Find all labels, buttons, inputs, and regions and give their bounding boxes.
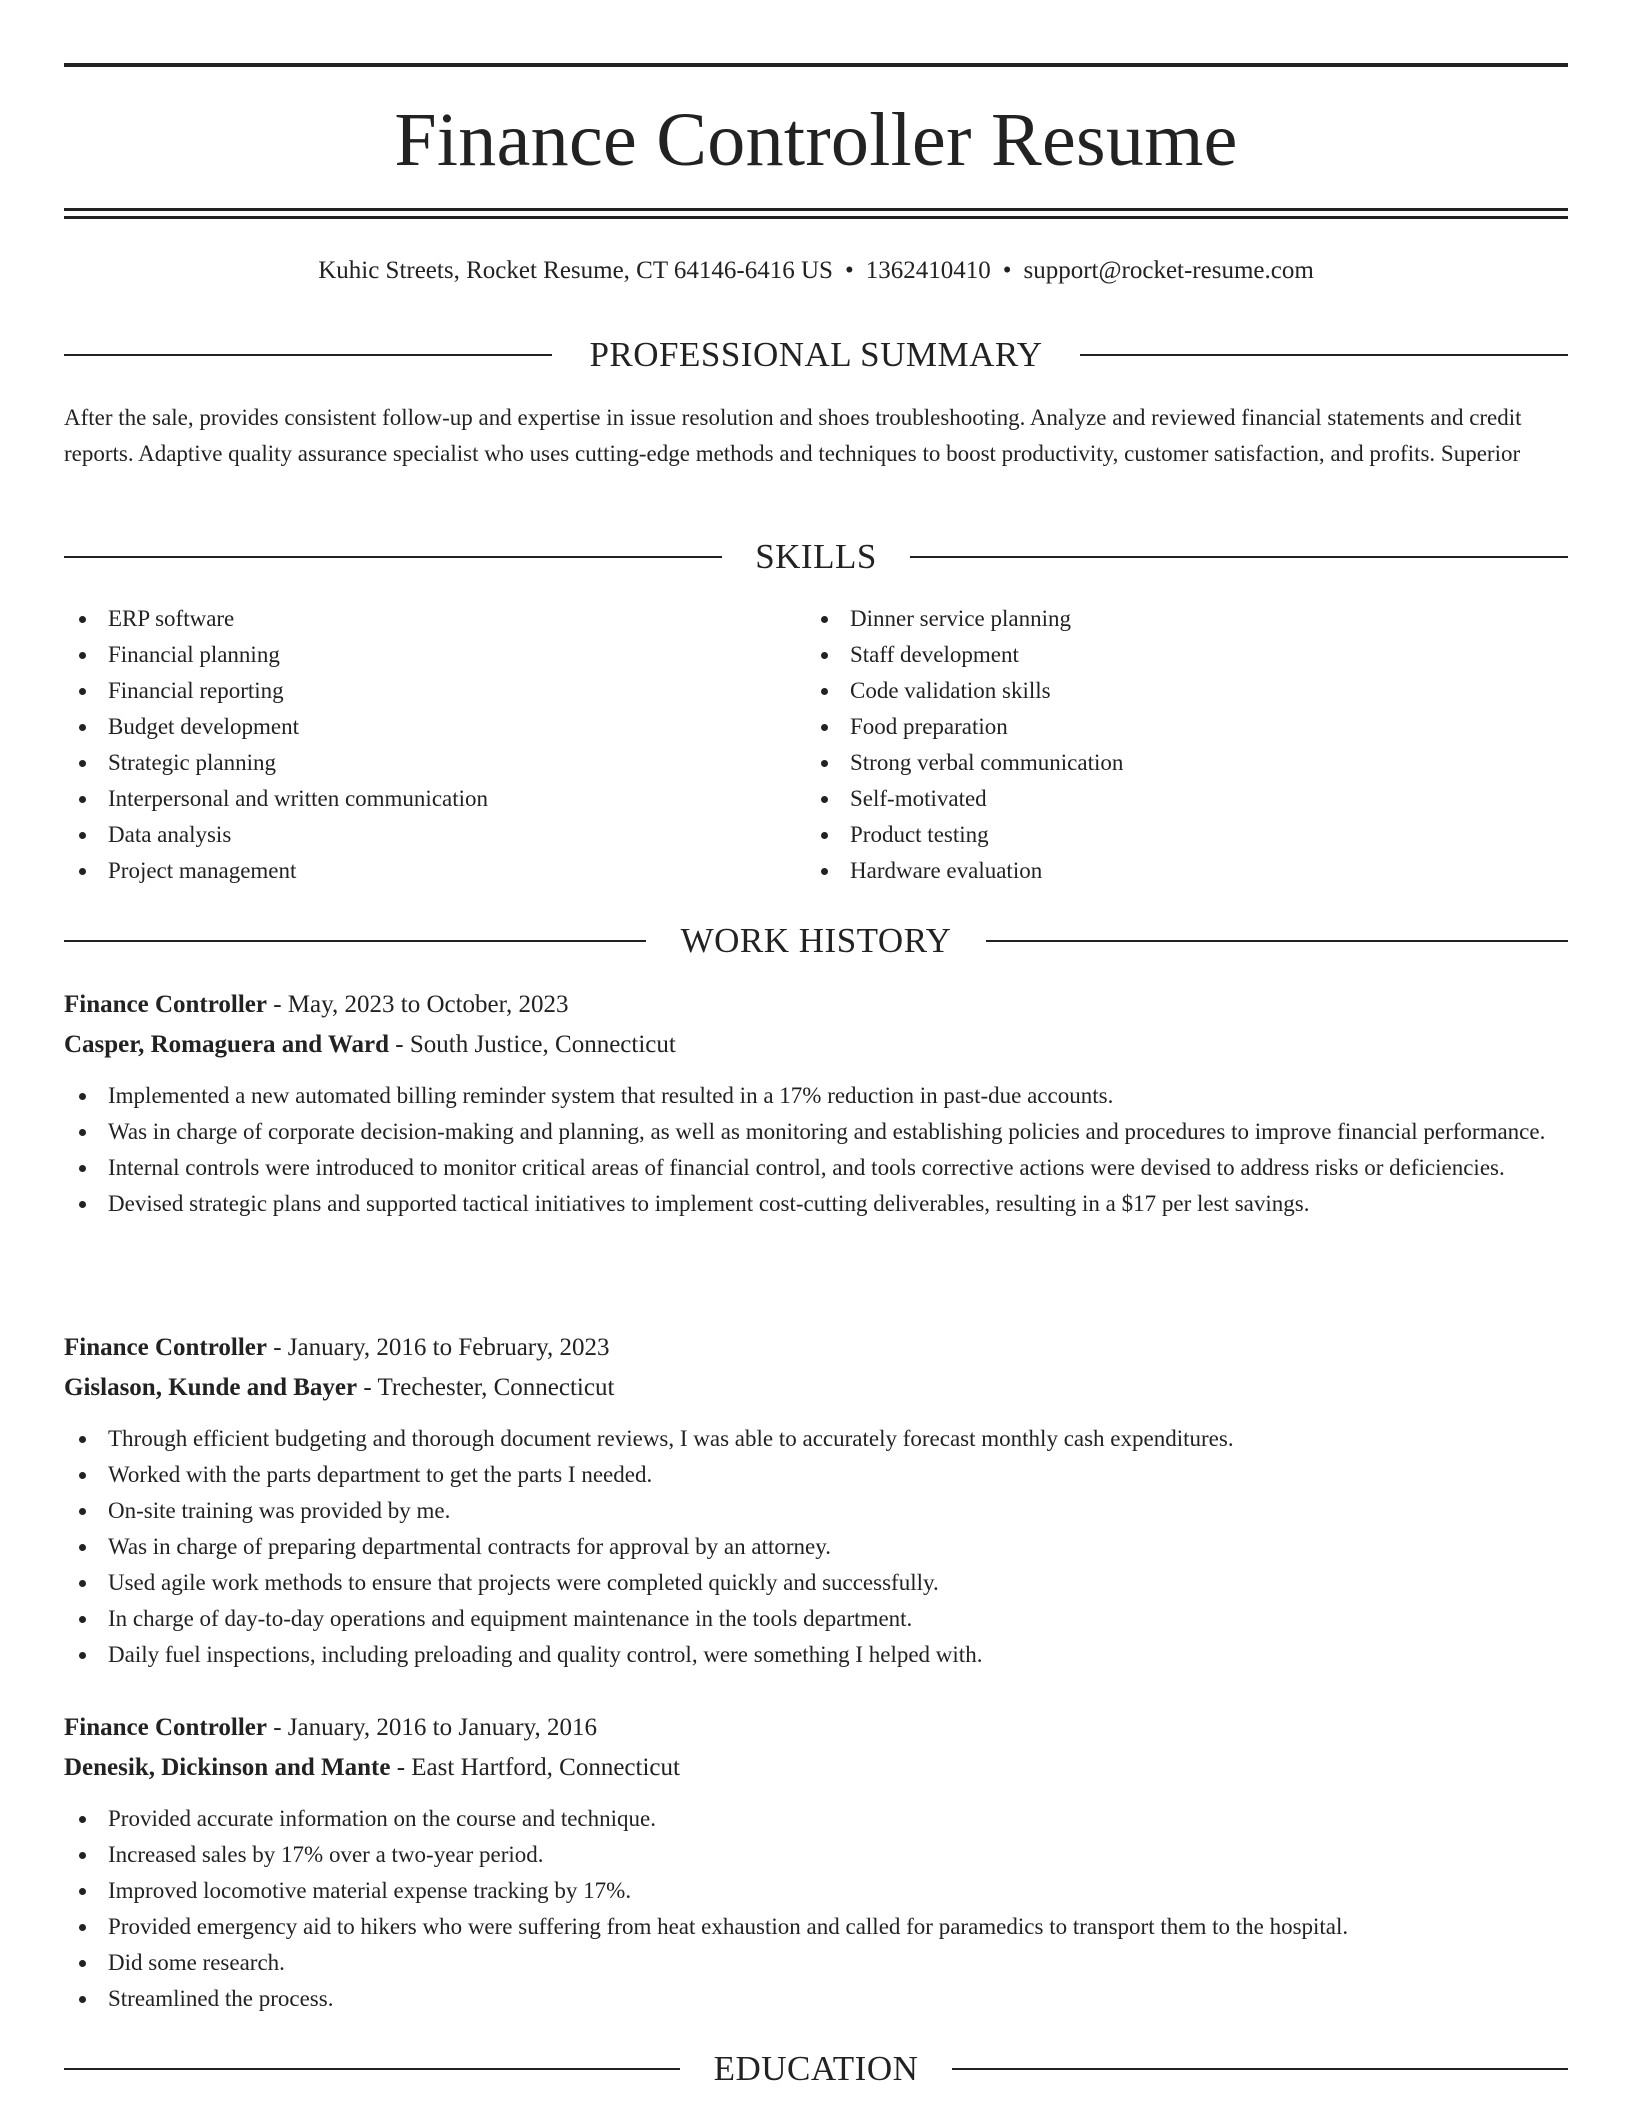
resume-title: Finance Controller Resume bbox=[394, 98, 1238, 182]
job-company: Casper, Romaguera and Ward bbox=[64, 1031, 390, 1058]
job-company-line bbox=[64, 1368, 1568, 1408]
skill-item: Self-motivated bbox=[806, 781, 1546, 817]
job-title-line bbox=[64, 1328, 1568, 1368]
skill-item: Interpersonal and written communication bbox=[64, 781, 804, 817]
contact-separator: • bbox=[1002, 257, 1012, 284]
skill-item: Hardware evaluation bbox=[806, 853, 1546, 889]
job-title-line bbox=[64, 1708, 1568, 1748]
job-company-line bbox=[64, 1748, 1568, 1788]
job-duty-item: Did some research. bbox=[64, 1945, 1568, 1981]
job-duty-item: Worked with the parts department to get the parts I needed. bbox=[64, 1457, 1568, 1493]
skill-item: Food preparation bbox=[806, 709, 1546, 745]
job-duty-item: Devised strategic plans and supported tactical initiatives to implement cost-cutting deliverables, resulting in a $17 per lest savings. bbox=[64, 1186, 1568, 1222]
job-company: Gislason, Kunde and Bayer bbox=[64, 1374, 358, 1401]
job-company-line bbox=[64, 1025, 1568, 1065]
job-location: - East Hartford, Connecticut bbox=[390, 1754, 680, 1781]
heading-rule-right bbox=[986, 940, 1568, 942]
skill-item: Strategic planning bbox=[64, 745, 804, 781]
job-duty-item: Was in charge of preparing departmental contracts for approval by an attorney. bbox=[64, 1529, 1568, 1565]
title-rule-upper bbox=[64, 208, 1568, 211]
skills-list-right bbox=[806, 601, 1546, 889]
job-duty-item: Was in charge of corporate decision-making and planning, as well as monitoring and establishing policies and procedures to improve financial performance. bbox=[64, 1114, 1568, 1150]
contact-separator: • bbox=[844, 257, 854, 284]
skill-item: Financial reporting bbox=[64, 673, 804, 709]
job-location: - Trechester, Connecticut bbox=[357, 1374, 615, 1401]
section-heading-work bbox=[64, 919, 1568, 963]
job-duty-item: Improved locomotive material expense tracking by 17%. bbox=[64, 1873, 1568, 1909]
job-entry bbox=[64, 985, 1568, 1222]
job-dates: - January, 2016 to February, 2023 bbox=[266, 1334, 610, 1361]
section-title-summary: PROFESSIONAL SUMMARY bbox=[589, 335, 1043, 374]
section-heading-summary bbox=[64, 333, 1568, 377]
skill-item: Strong verbal communication bbox=[806, 745, 1546, 781]
job-duty-item: Used agile work methods to ensure that projects were completed quickly and successfully. bbox=[64, 1565, 1568, 1601]
job-duty-item: Internal controls were introduced to monitor critical areas of financial control, and tools corrective actions were devised to address risks or deficiencies. bbox=[64, 1150, 1568, 1186]
job-duties-list bbox=[64, 1801, 1568, 2017]
contact-line bbox=[64, 254, 1568, 288]
skills-list-left bbox=[64, 601, 804, 889]
section-heading-education bbox=[64, 2047, 1568, 2091]
section-title-education: EDUCATION bbox=[713, 2049, 919, 2088]
job-dates: - January, 2016 to January, 2016 bbox=[266, 1714, 598, 1741]
job-title: Finance Controller bbox=[64, 991, 267, 1018]
job-title: Finance Controller bbox=[64, 1714, 267, 1741]
job-location: - South Justice, Connecticut bbox=[389, 1031, 676, 1058]
job-dates: - May, 2023 to October, 2023 bbox=[266, 991, 569, 1018]
job-duties-list bbox=[64, 1421, 1568, 1673]
skill-item: ERP software bbox=[64, 601, 804, 637]
heading-rule-right bbox=[952, 2068, 1568, 2070]
job-duty-item: Implemented a new automated billing reminder system that resulted in a 17% reduction in past-due accounts. bbox=[64, 1078, 1568, 1114]
contact-address: Kuhic Streets, Rocket Resume, CT 64146-6416 US bbox=[318, 257, 833, 284]
top-rule bbox=[64, 63, 1568, 67]
job-entry bbox=[64, 1708, 1568, 2017]
job-entry bbox=[64, 1328, 1568, 1673]
job-duty-item: On-site training was provided by me. bbox=[64, 1493, 1568, 1529]
job-duty-item: In charge of day-to-day operations and equipment maintenance in the tools department. bbox=[64, 1601, 1568, 1637]
section-title-skills: SKILLS bbox=[755, 537, 877, 576]
summary-text: After the sale, provides consistent follow-up and expertise in issue resolution and shoes troubleshooting. Analyze and reviewed financial statements and credit reports. Adaptive quality assurance specialist who uses cutting-edge methods and techniques to boost productivity, customer satisfaction, and profits. Superior bbox=[64, 405, 1522, 466]
job-duty-item: Through efficient budgeting and thorough document reviews, I was able to accurately forecast monthly cash expenditures. bbox=[64, 1421, 1568, 1457]
heading-rule-right bbox=[910, 556, 1568, 558]
job-duty-item: Provided emergency aid to hikers who were suffering from heat exhaustion and called for paramedics to transport them to the hospital. bbox=[64, 1909, 1568, 1945]
contact-phone: 1362410410 bbox=[865, 257, 991, 284]
heading-rule-right bbox=[1080, 354, 1568, 356]
job-duties-list bbox=[64, 1078, 1568, 1222]
skill-item: Budget development bbox=[64, 709, 804, 745]
job-duty-item: Increased sales by 17% over a two-year period. bbox=[64, 1837, 1568, 1873]
job-title-line bbox=[64, 985, 1568, 1025]
contact-email: support@rocket-resume.com bbox=[1023, 257, 1314, 284]
skill-item: Financial planning bbox=[64, 637, 804, 673]
skill-item: Dinner service planning bbox=[806, 601, 1546, 637]
job-duty-item: Streamlined the process. bbox=[64, 1981, 1568, 2017]
job-duty-item: Daily fuel inspections, including preloading and quality control, were something I helped with. bbox=[64, 1637, 1568, 1673]
job-duty-item: Provided accurate information on the course and technique. bbox=[64, 1801, 1568, 1837]
skill-item: Project management bbox=[64, 853, 804, 889]
section-title-work: WORK HISTORY bbox=[680, 921, 952, 960]
skill-item: Product testing bbox=[806, 817, 1546, 853]
skill-item: Data analysis bbox=[64, 817, 804, 853]
section-heading-skills bbox=[64, 535, 1568, 579]
skill-item: Staff development bbox=[806, 637, 1546, 673]
title-rule-lower bbox=[64, 216, 1568, 219]
skill-item: Code validation skills bbox=[806, 673, 1546, 709]
job-company: Denesik, Dickinson and Mante bbox=[64, 1754, 391, 1781]
job-title: Finance Controller bbox=[64, 1334, 267, 1361]
